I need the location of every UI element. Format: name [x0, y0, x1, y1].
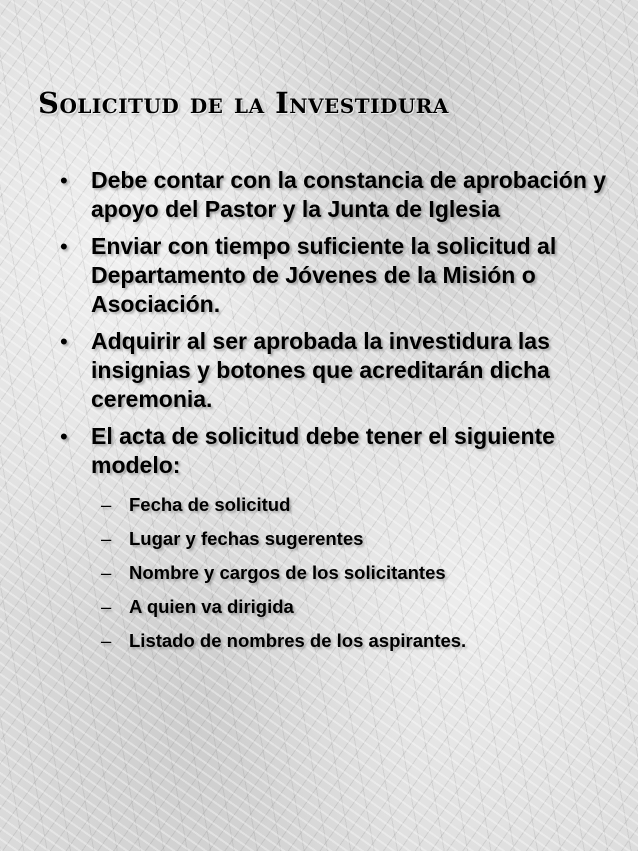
bullet-item: • Debe contar con la constancia de aprobación y apoyo del Pastor y la Junta de Iglesia — [58, 166, 618, 224]
bullet-item: • Enviar con tiempo suficiente la solicitud al Departamento de Jóvenes de la Misión o Asociación. — [58, 232, 618, 319]
sub-item: – Lugar y fechas sugerentes — [91, 522, 618, 556]
bullet-item-text: El acta de solicitud debe tener el siguiente modelo: — [91, 423, 555, 478]
sub-item: – Nombre y cargos de los solicitantes — [91, 556, 618, 590]
sub-item: – Listado de nombres de los aspirantes. — [91, 624, 618, 658]
sub-list — [91, 488, 618, 658]
sub-item: – Fecha de solicitud — [91, 488, 618, 522]
bullet-list — [58, 166, 618, 666]
bullet-item: • Adquirir al ser aprobada la investidura las insignias y botones que acreditarán dicha ceremonia. — [58, 327, 618, 414]
slide-title: Solicitud de la Investidura — [38, 86, 449, 120]
bullet-item-with-sublist — [58, 422, 618, 658]
sub-item: – A quien va dirigida — [91, 590, 618, 624]
